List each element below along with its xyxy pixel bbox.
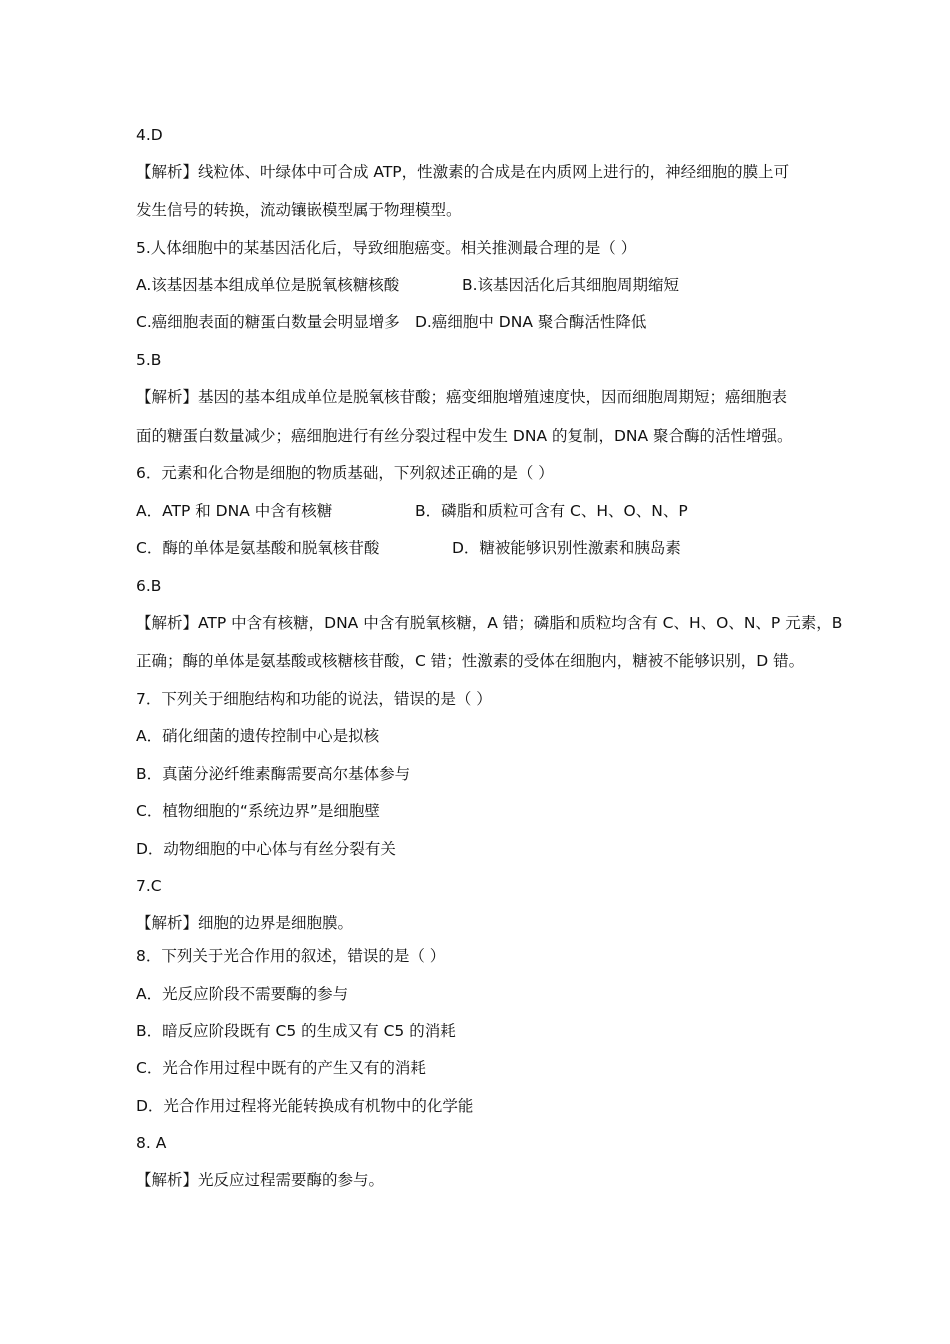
answer-4: 4.D xyxy=(136,126,163,144)
q5-option-d: D.癌细胞中 DNA 聚合酶活性降低 xyxy=(415,313,647,331)
q5-option-b: B.该基因活化后其细胞周期缩短 xyxy=(462,276,680,294)
q8-option-b: B．暗反应阶段既有 C5 的生成又有 C5 的消耗 xyxy=(136,1022,456,1040)
q8-option-c: C．光合作用过程中既有的产生又有的消耗 xyxy=(136,1059,426,1077)
answer-7: 7.C xyxy=(136,877,162,895)
q7-option-d: D．动物细胞的中心体与有丝分裂有关 xyxy=(136,840,396,858)
explanation-5-line-2: 面的糖蛋白数量减少；癌细胞进行有丝分裂过程中发生 DNA 的复制，DNA 聚合酶的活性增强。 xyxy=(136,427,793,445)
explanation-7: 【解析】细胞的边界是细胞膜。 xyxy=(136,914,354,932)
q5-option-c: C.癌细胞表面的糖蛋白数量会明显增多 xyxy=(136,313,400,331)
q8-option-d: D．光合作用过程将光能转换成有机物中的化学能 xyxy=(136,1097,474,1115)
answer-5: 5.B xyxy=(136,351,162,369)
q7-option-a: A．硝化细菌的遗传控制中心是拟核 xyxy=(136,727,380,745)
q6-option-d: D．糖被能够识别性激素和胰岛素 xyxy=(452,539,681,557)
explanation-4-line-1: 【解析】线粒体、叶绿体中可合成 ATP，性激素的合成是在内质网上进行的，神经细胞的膜上可 xyxy=(136,163,790,181)
q7-option-c: C．植物细胞的“系统边界”是细胞壁 xyxy=(136,802,380,820)
answer-8: 8. A xyxy=(136,1134,167,1152)
q6-option-c: C．酶的单体是氨基酸和脱氧核苷酸 xyxy=(136,539,380,557)
question-5: 5.人体细胞中的某基因活化后，导致细胞癌变。相关推测最合理的是（ ） xyxy=(136,239,637,257)
q7-option-b: B．真菌分泌纤维素酶需要高尔基体参与 xyxy=(136,765,411,783)
q6-option-a: A．ATP 和 DNA 中含有核糖 xyxy=(136,502,333,520)
explanation-6-line-1: 【解析】ATP 中含有核糖，DNA 中含有脱氧核糖，A 错；磷脂和质粒均含有 C、H、O、N、P 元素，B xyxy=(136,614,843,632)
question-7: 7．下列关于细胞结构和功能的说法，错误的是（ ） xyxy=(136,690,492,708)
question-8: 8．下列关于光合作用的叙述，错误的是（ ） xyxy=(136,947,446,965)
q6-option-b: B．磷脂和质粒可含有 C、H、O、N、P xyxy=(415,502,688,520)
explanation-6-line-2: 正确；酶的单体是氨基酸或核糖核苷酸，C 错；性激素的受体在细胞内，糖被不能够识别，D 错。 xyxy=(136,652,805,670)
explanation-8: 【解析】光反应过程需要酶的参与。 xyxy=(136,1171,385,1189)
q5-option-a: A.该基因基本组成单位是脱氧核糖核酸 xyxy=(136,276,400,294)
explanation-5-line-1: 【解析】基因的基本组成单位是脱氧核苷酸；癌变细胞增殖速度快，因而细胞周期短；癌细胞表 xyxy=(136,388,788,406)
answer-6: 6.B xyxy=(136,577,162,595)
question-6: 6．元素和化合物是细胞的物质基础，下列叙述正确的是（ ） xyxy=(136,464,554,482)
explanation-4-line-2: 发生信号的转换，流动镶嵌模型属于物理模型。 xyxy=(136,201,462,219)
q8-option-a: A．光反应阶段不需要酶的参与 xyxy=(136,985,349,1003)
